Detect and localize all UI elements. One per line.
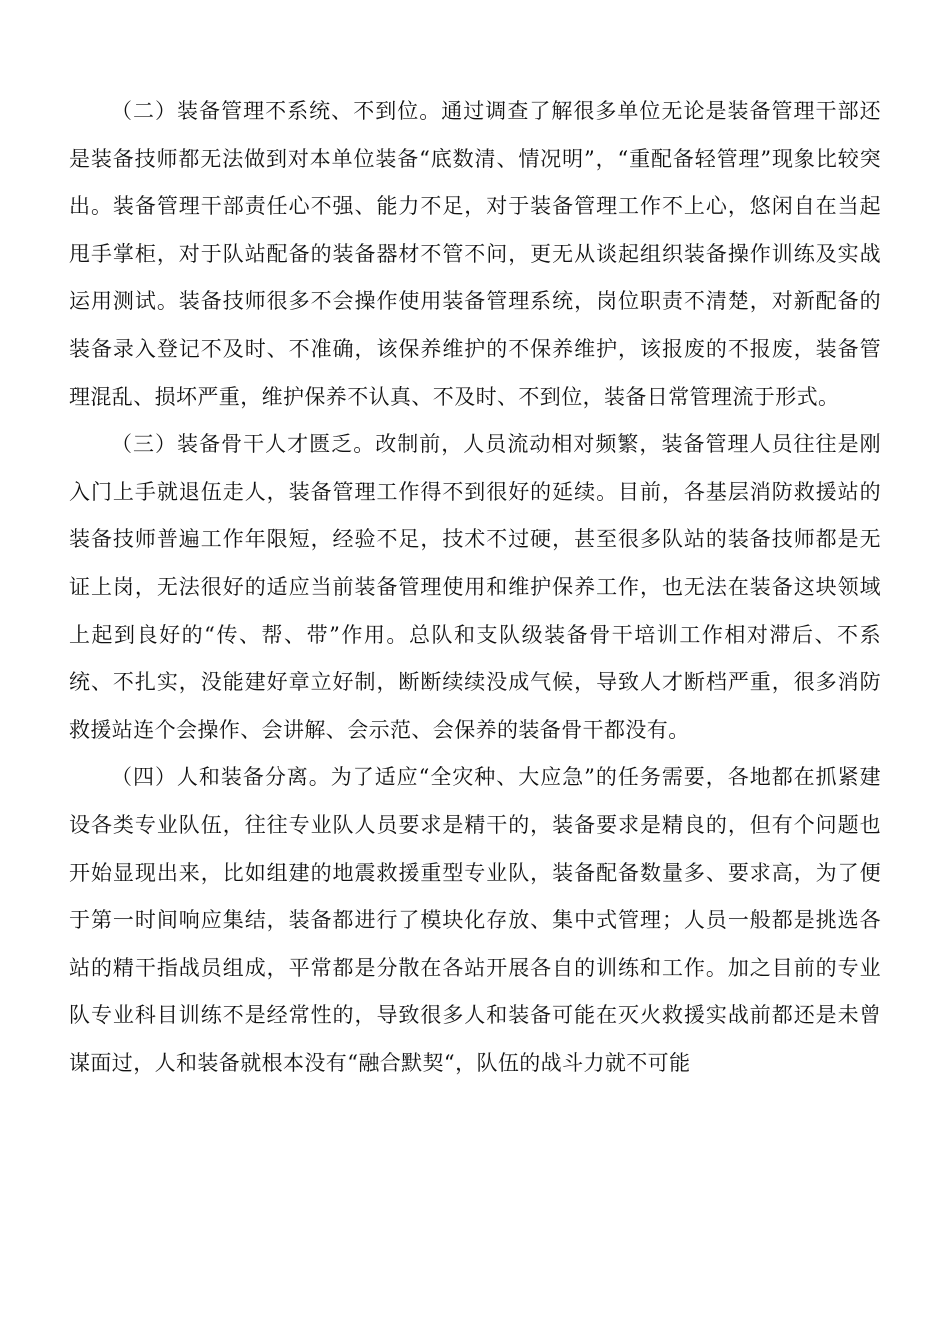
document-body (69, 88, 881, 1087)
paragraph-talent-shortage: （三）装备骨干人才匮乏。改制前，人员流动相对频繁，装备管理人员往往是刚入门上手就退伍走人，装备管理工作得不到很好的延续。目前，各基层消防救援站的装备技师普遍工作年限短，经验不足，技术不过硬，甚至很多队站的装备技师都是无证上岗，无法很好的适应当前装备管理使用和维护保养工作，也无法在装备这块领域上起到良好的“传、帮、带”作用。总队和支队级装备骨干培训工作相对滞后、不系统、不扎实，没能建好章立好制，断断续续没成气候，导致人才断档严重，很多消防救援站连个会操作、会讲解、会示范、会保养的装备骨干都没有。 (69, 432, 881, 742)
paragraph-equipment-management: （二）装备管理不系统、不到位。通过调查了解很多单位无论是装备管理干部还是装备技师都无法做到对本单位装备“底数清、情况明”，“重配备轻管理”现象比较突出。装备管理干部责任心不强、能力不足，对于装备管理工作不上心，悠闲自在当起甩手掌柜，对于队站配备的装备器材不管不问，更无从谈起组织装备操作训练及实战运用测试。装备技师很多不会操作使用装备管理系统，岗位职责不清楚，对新配备的装备录入登记不及时、不准确，该保养维护的不保养维护，该报废的不报废，装备管理混乱、损坏严重，维护保养不认真、不及时、不到位，装备日常管理流于形式。 (69, 99, 881, 409)
paragraph-personnel-equipment-separation: （四）人和装备分离。为了适应“全灾种、大应急”的任务需要，各地都在抓紧建设各类专业队伍，往往专业队人员要求是精干的，装备要求是精良的，但有个问题也开始显现出来，比如组建的地震救援重型专业队，装备配备数量多、要求高，为了便于第一时间响应集结，装备都进行了模块化存放、集中式管理；人员一般都是挑选各站的精干指战员组成，平常都是分散在各站开展各自的训练和工作。加之目前的专业队专业科目训练不是经常性的，导致很多人和装备可能在灭火救援实战前都还是未曾谋面过，人和装备就根本没有“融合默契“，队伍的战斗力就不可能 (69, 765, 881, 1075)
